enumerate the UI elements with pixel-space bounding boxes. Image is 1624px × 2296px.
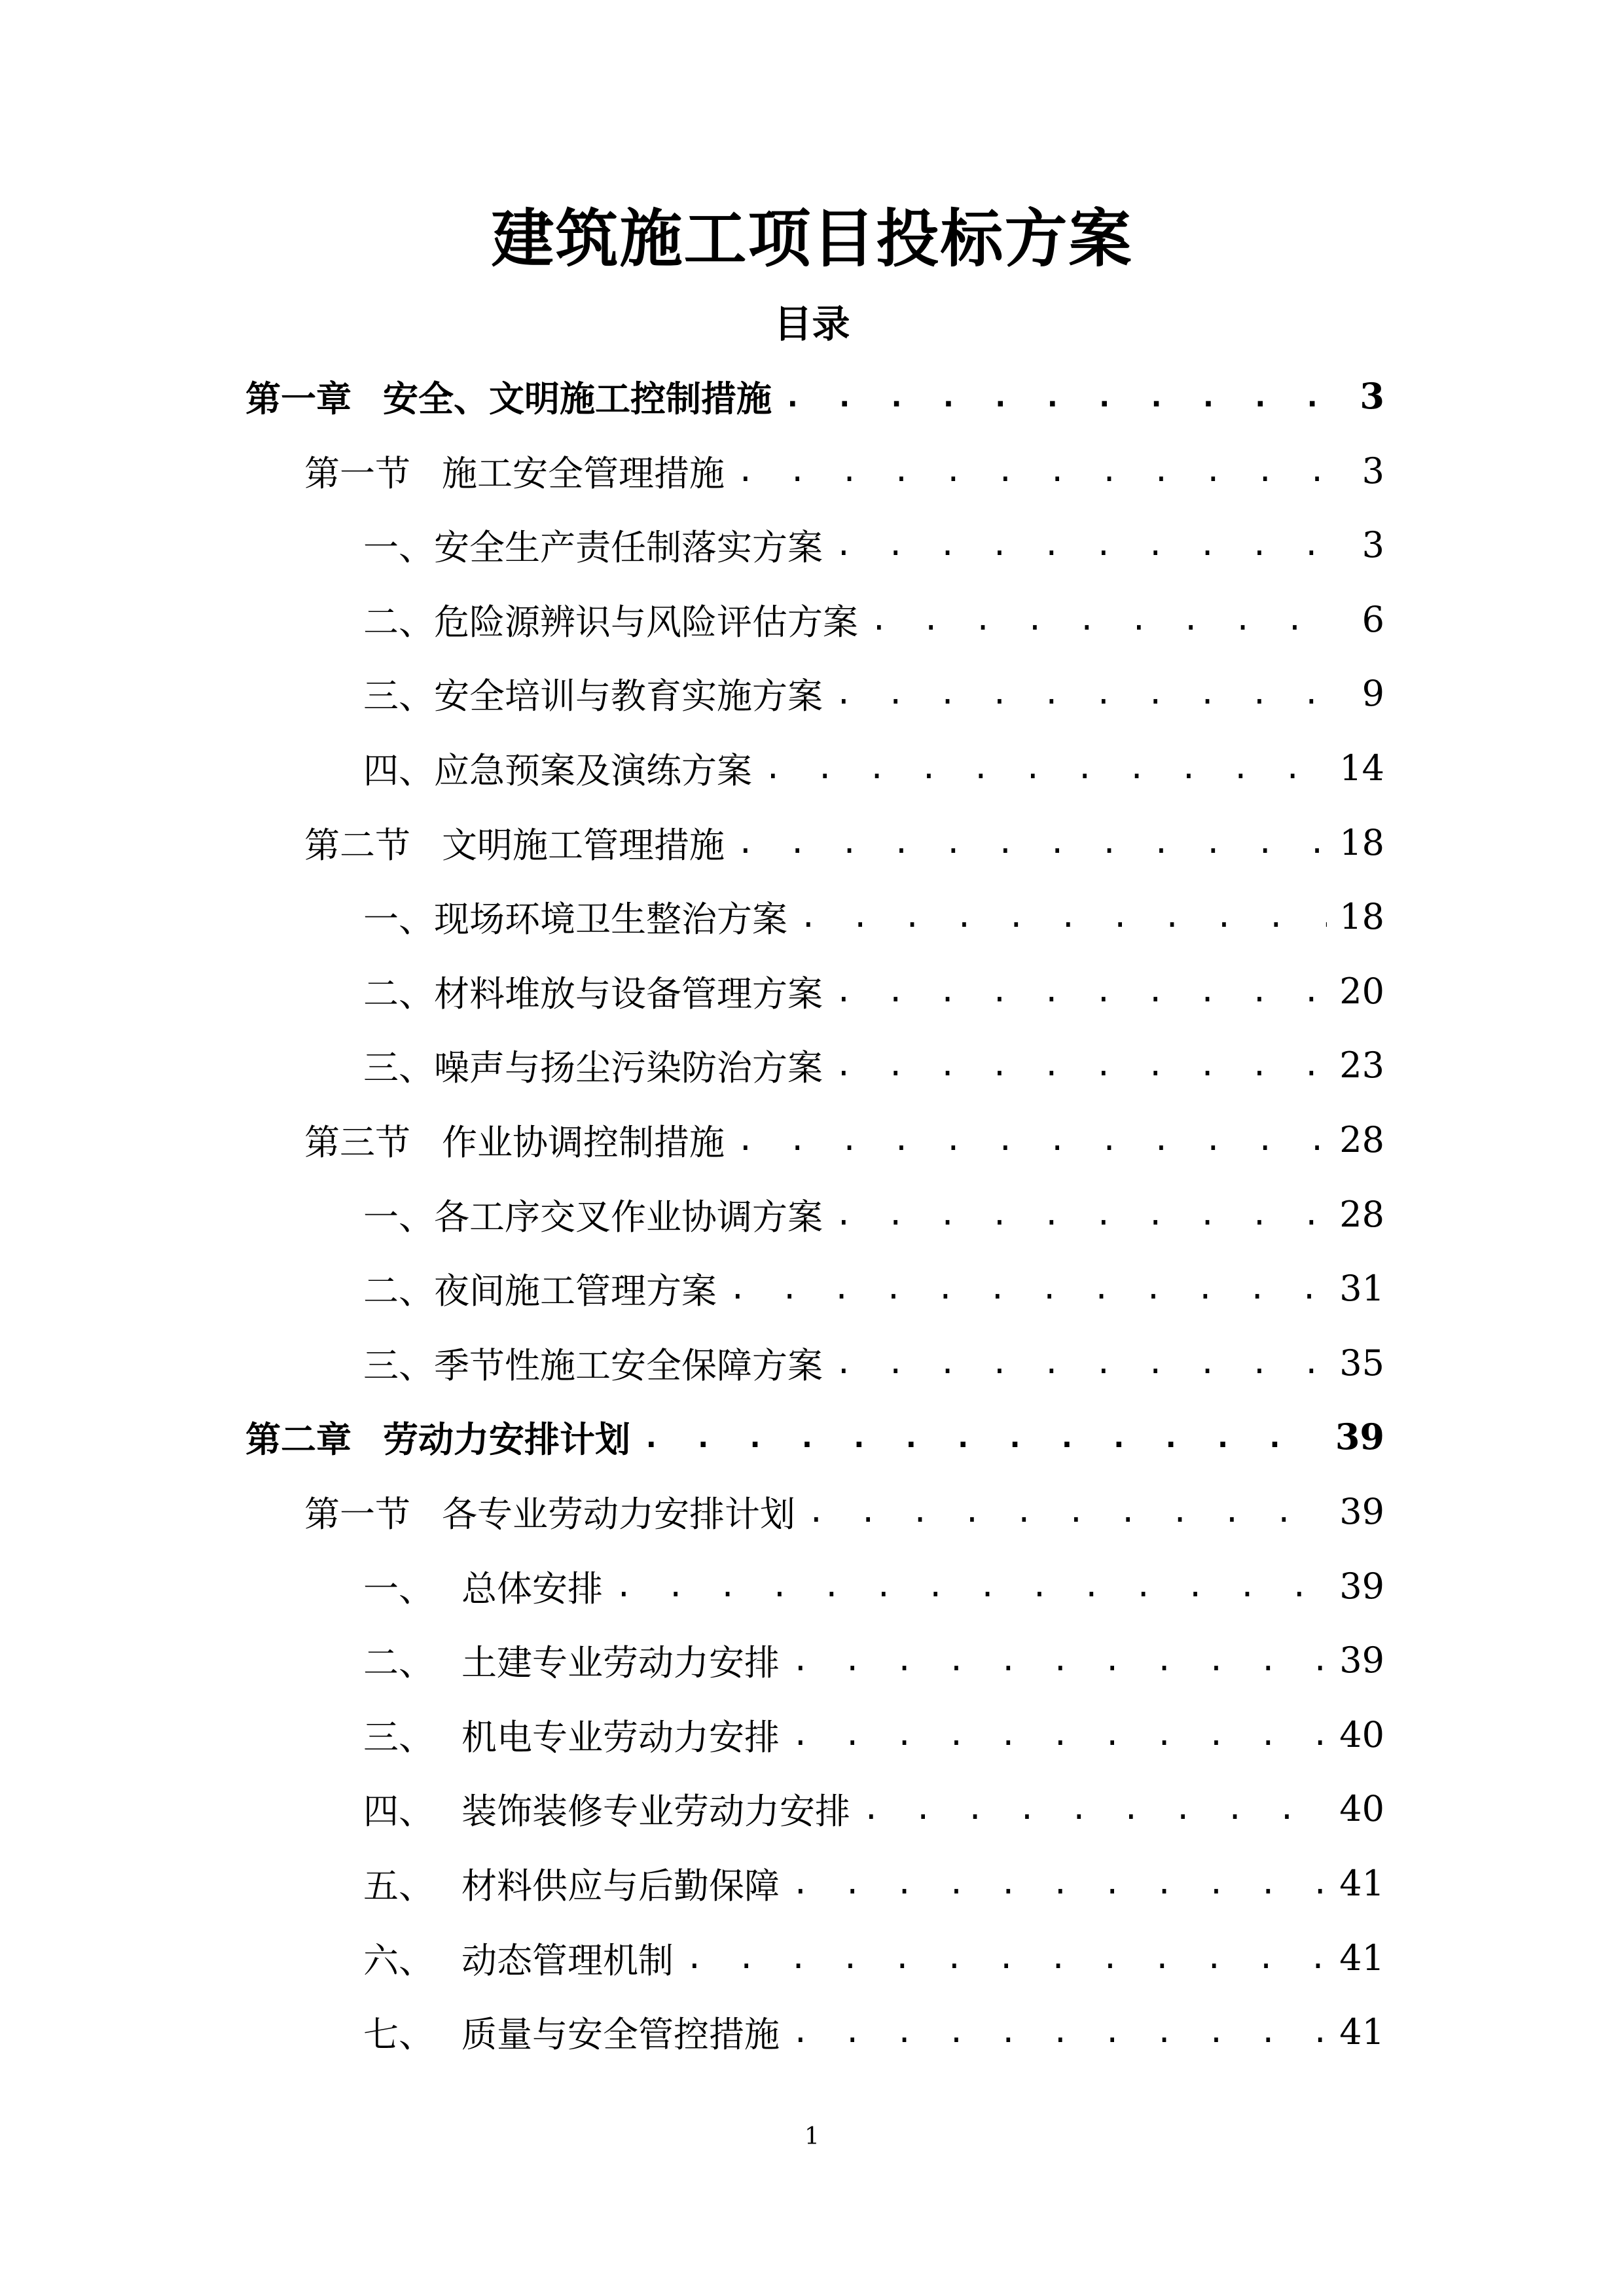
- toc-entry-title: 三、安全培训与教育实施方案: [363, 675, 823, 717]
- page-number: 1: [804, 2123, 820, 2150]
- toc-dot-leader: [791, 1865, 1327, 1901]
- toc-dot-leader: [791, 1717, 1327, 1752]
- toc-entry[interactable]: [363, 1705, 1384, 1764]
- toc-entry[interactable]: [363, 887, 1384, 946]
- toc-entry-page: 28: [1339, 1193, 1384, 1235]
- toc-entry-page: 14: [1339, 747, 1384, 789]
- toc-dot-leader: [835, 973, 1327, 1009]
- toc-entry-page: 28: [1339, 1119, 1384, 1160]
- toc-entry[interactable]: [304, 813, 1384, 872]
- toc-entry-page: 40: [1339, 1787, 1384, 1829]
- toc-entry[interactable]: [304, 1110, 1384, 1169]
- toc-dot-leader: [729, 1270, 1327, 1306]
- toc-entry[interactable]: [363, 515, 1384, 574]
- toc-entry-number: 四、: [363, 1790, 434, 1832]
- toc-entry-page: 35: [1339, 1342, 1384, 1384]
- toc-dot-leader: [791, 2014, 1327, 2049]
- toc-entry-title: 一、安全生产责任制落实方案: [363, 526, 823, 568]
- toc-entry-page: 3: [1362, 450, 1384, 492]
- toc-entry[interactable]: [304, 441, 1384, 500]
- toc-entry[interactable]: [363, 738, 1384, 797]
- document-title: 建筑施工项目投标方案: [491, 202, 1133, 276]
- toc-entry-title: 各专业劳动力安排计划: [442, 1493, 795, 1535]
- toc-entry-title: 机电专业劳动力安排: [461, 1716, 780, 1758]
- toc-entry-page: 31: [1339, 1267, 1384, 1309]
- toc-entry[interactable]: [363, 664, 1384, 723]
- toc-entry-title: 二、材料堆放与设备管理方案: [363, 973, 823, 1014]
- toc-entry-number: 三、: [363, 1716, 434, 1758]
- toc-dot-leader: [685, 1940, 1327, 1975]
- toc-entry[interactable]: [363, 2002, 1384, 2061]
- toc-dot-leader: [736, 1122, 1327, 1157]
- toc-entry-title: 土建专业劳动力安排: [461, 1641, 780, 1683]
- toc-entry-title: 一、现场环境卫生整治方案: [363, 898, 787, 940]
- toc-entry-number: 六、: [363, 1939, 434, 1981]
- toc-entry-page: 18: [1339, 821, 1384, 863]
- toc-entry-page: 20: [1339, 970, 1384, 1012]
- toc-entry-number: 二、: [363, 1641, 434, 1683]
- toc-dot-leader: [835, 527, 1327, 562]
- toc-entry[interactable]: [363, 1779, 1384, 1838]
- toc-entry[interactable]: [245, 1407, 1384, 1466]
- toc-entry-page: 41: [1339, 1937, 1384, 1979]
- toc-entry[interactable]: [363, 1259, 1384, 1318]
- toc-dot-leader: [764, 750, 1327, 785]
- toc-entry[interactable]: [245, 367, 1384, 425]
- toc-dot-leader: [835, 675, 1327, 711]
- toc-dot-leader: [862, 1791, 1327, 1826]
- toc-entry-title: 作业协调控制措施: [442, 1121, 725, 1163]
- toc-entry-page: 39: [1339, 1490, 1384, 1532]
- toc-entry-page: 41: [1339, 1862, 1384, 1904]
- toc-entry[interactable]: [363, 1854, 1384, 1912]
- toc-dot-leader: [807, 1494, 1327, 1529]
- toc-dot-leader: [736, 825, 1327, 860]
- toc-dot-leader: [799, 899, 1327, 934]
- toc-dot-leader: [615, 1568, 1327, 1604]
- toc-entry[interactable]: [363, 1556, 1384, 1615]
- toc-entry-title: 施工安全管理措施: [442, 452, 725, 494]
- toc-entry-page: 3: [1362, 524, 1384, 565]
- toc-entry[interactable]: [363, 1630, 1384, 1689]
- toc-dot-leader: [791, 1642, 1327, 1677]
- toc-entry-number: 第一章: [245, 377, 352, 420]
- toc-entry-number: 第一节: [304, 1493, 410, 1535]
- toc-entry-page: 39: [1335, 1416, 1384, 1458]
- toc-dot-leader: [870, 601, 1327, 637]
- toc-entry[interactable]: [363, 590, 1384, 649]
- toc-entry-page: 39: [1339, 1565, 1384, 1607]
- toc-entry-page: 23: [1339, 1044, 1384, 1086]
- toc-entry-page: 18: [1339, 895, 1384, 937]
- toc-entry-page: 9: [1362, 672, 1384, 714]
- toc-entry-title: 文明施工管理措施: [442, 824, 725, 866]
- toc-entry-number: 七、: [363, 2013, 434, 2055]
- toc-entry-number: 五、: [363, 1865, 434, 1907]
- toc-entry[interactable]: [363, 1333, 1384, 1392]
- toc-entry[interactable]: [363, 1928, 1384, 1987]
- toc-entry-title: 四、应急预案及演练方案: [363, 749, 752, 791]
- toc-entry[interactable]: [363, 1035, 1384, 1094]
- toc-entry-number: 一、: [363, 1568, 434, 1609]
- toc-entry-page: 6: [1362, 598, 1384, 640]
- toc-dot-leader: [642, 1419, 1324, 1454]
- toc-entry-title: 三、噪声与扬尘污染防治方案: [363, 1047, 823, 1088]
- toc-entry-title: 总体安排: [461, 1568, 603, 1609]
- toc-entry[interactable]: [363, 961, 1384, 1020]
- toc-dot-leader: [835, 1047, 1327, 1083]
- toc-entry-title: 动态管理机制: [461, 1939, 674, 1981]
- toc-entry-page: 41: [1339, 2011, 1384, 2053]
- toc-dot-leader: [736, 453, 1327, 488]
- toc-entry-title: 劳动力安排计划: [383, 1418, 630, 1460]
- toc-entry-title: 材料供应与后勤保障: [461, 1865, 780, 1907]
- toc-entry-title: 质量与安全管控措施: [461, 2013, 780, 2055]
- toc-entry-title: 装饰装修专业劳动力安排: [461, 1790, 850, 1832]
- toc-heading: 目录: [774, 302, 850, 346]
- toc-entry-title: 二、夜间施工管理方案: [363, 1270, 717, 1312]
- toc-entry-number: 第二章: [245, 1418, 352, 1460]
- toc-entry[interactable]: [304, 1482, 1384, 1541]
- toc-entry-title: 安全、文明施工控制措施: [383, 377, 772, 420]
- toc-dot-leader: [835, 1196, 1327, 1232]
- toc-entry-number: 第三节: [304, 1121, 410, 1163]
- toc-dot-leader: [835, 1345, 1327, 1380]
- toc-entry-page: 39: [1339, 1639, 1384, 1681]
- toc-entry-title: 二、危险源辨识与风险评估方案: [363, 601, 858, 643]
- toc-entry-number: 第一节: [304, 452, 410, 494]
- toc-entry-title: 一、各工序交叉作业协调方案: [363, 1196, 823, 1238]
- toc-entry-page: 3: [1360, 375, 1384, 417]
- toc-entry-number: 第二节: [304, 824, 410, 866]
- toc-entry-page: 40: [1339, 1713, 1384, 1755]
- toc-dot-leader: [784, 378, 1327, 414]
- toc-entry-title: 三、季节性施工安全保障方案: [363, 1344, 823, 1386]
- toc-entry[interactable]: [363, 1185, 1384, 1244]
